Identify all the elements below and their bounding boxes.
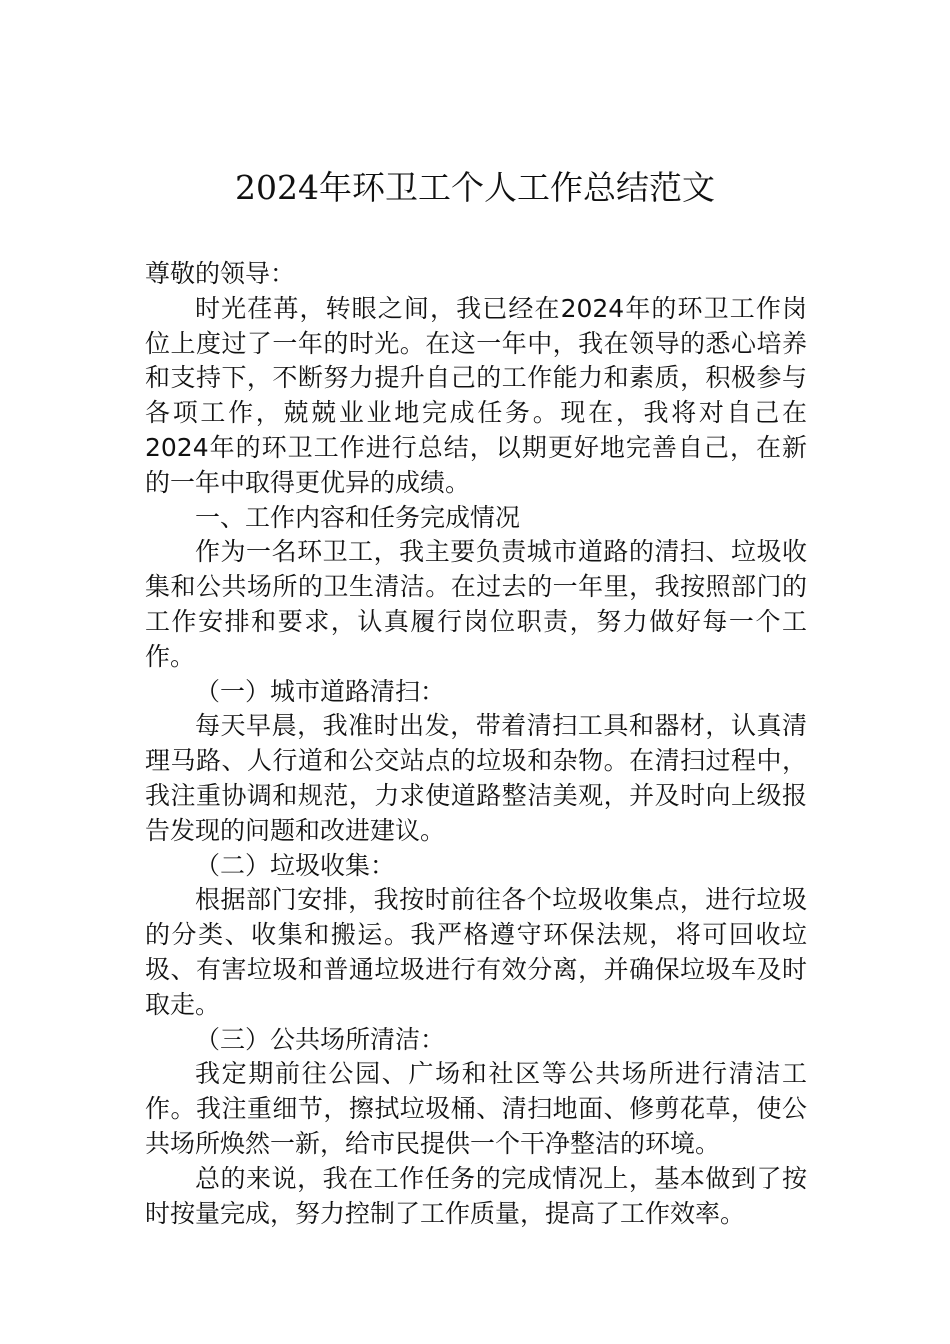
subheading-public-cleaning: （三）公共场所清洁： — [195, 1024, 446, 1054]
section-heading-1: 一、工作内容和任务完成情况 — [195, 502, 521, 532]
paragraph-garbage-collection: 根据部门安排，我按时前往各个垃圾收集点，进行垃圾的分类、收集和搬运。我严格遵守环保法规，将可回收垃圾、有害垃圾和普通垃圾进行有效分离，并确保垃圾车及时取走。 — [145, 885, 807, 1019]
salutation: 尊敬的领导： — [145, 259, 296, 288]
paragraph-work-content: 作为一名环卫工，我主要负责城市道路的清扫、垃圾收集和公共场所的卫生清洁。在过去的一年里，我按照部门的工作安排和要求，认真履行岗位职责，努力做好每一个工作。 — [145, 537, 807, 671]
subheading-road-cleaning: （一）城市道路清扫： — [195, 676, 446, 706]
document-body — [145, 257, 807, 1231]
subheading-garbage-collection: （二）垃圾收集： — [195, 850, 396, 880]
paragraph-intro: 时光荏苒，转眼之间，我已经在2024年的环卫工作岗位上度过了一年的时光。在这一年中，我在领导的悉心培养和支持下，不断努力提升自己的工作能力和素质，积极参与各项工作，兢兢业业地完成任务。现在，我将对自己在2024年的环卫工作进行总结，以期更好地完善自己，在新的一年中取得更优异的成绩。 — [145, 293, 807, 497]
document-title: 2024年环卫工个人工作总结范文 — [235, 168, 715, 207]
paragraph-summary: 总的来说，我在工作任务的完成情况上，基本做到了按时按量完成，努力控制了工作质量，提高了工作效率。 — [145, 1163, 807, 1228]
paragraph-public-cleaning: 我定期前往公园、广场和社区等公共场所进行清洁工作。我注重细节，擦拭垃圾桶、清扫地面、修剪花草，使公共场所焕然一新，给市民提供一个干净整洁的环境。 — [145, 1059, 807, 1158]
paragraph-road-cleaning: 每天早晨，我准时出发，带着清扫工具和器材，认真清理马路、人行道和公交站点的垃圾和杂物。在清扫过程中，我注重协调和规范，力求使道路整洁美观，并及时向上级报告发现的问题和改进建议。 — [145, 711, 807, 845]
